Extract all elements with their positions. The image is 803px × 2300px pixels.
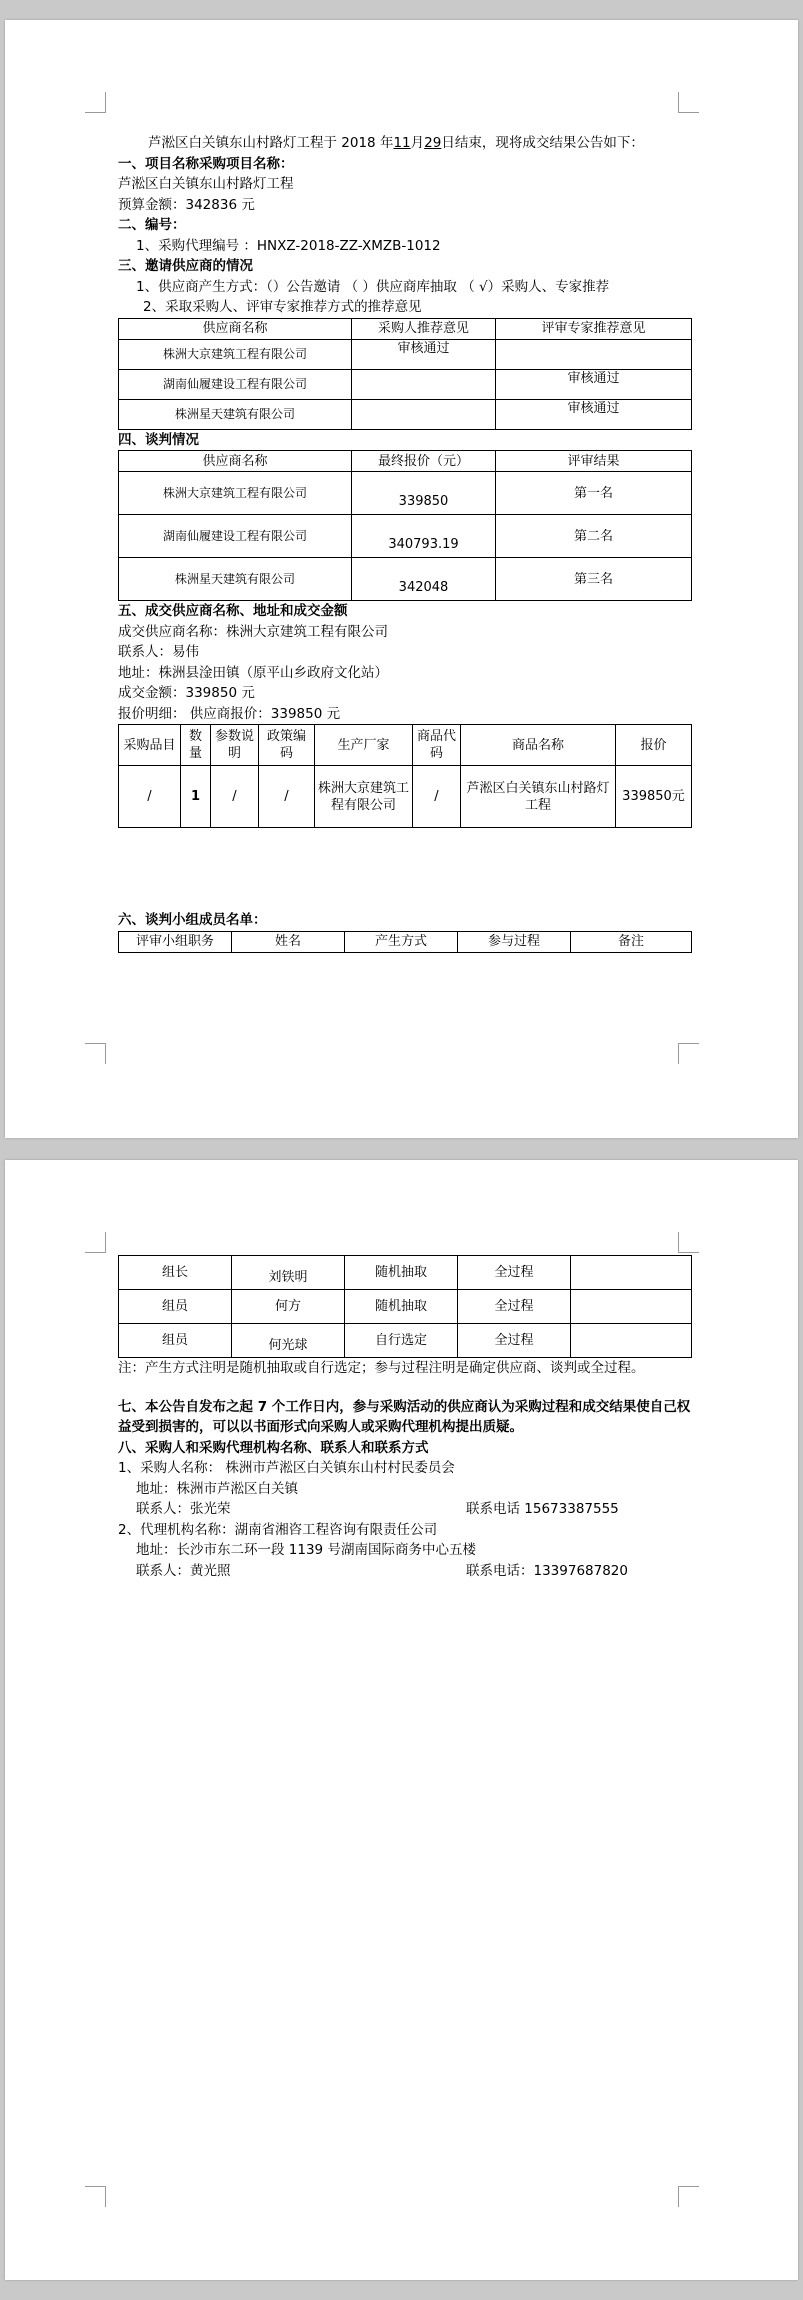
section-3-title: 三、邀请供应商的情况 (118, 258, 253, 274)
margin-corner-mark (678, 1043, 699, 1064)
supplier-selection-method: 1、供应商产生方式：（）公告邀请 （ ）供应商库抽取 （ √）采购人、专家推荐 (136, 278, 610, 295)
quote-detail-table (118, 724, 692, 828)
table-header: 评审专家推荐意见 (496, 318, 692, 339)
section-8-title: 八、采购人和采购代理机构名称、联系人和联系方式 (118, 1439, 429, 1456)
table-row: 湖南仙履建设工程有限公司 审核通过 (119, 369, 692, 399)
table-row: 组员 何方 随机抽取 全过程 (119, 1290, 692, 1324)
section-5-title: 五、成交供应商名称、地址和成交金额 (118, 603, 348, 619)
margin-corner-mark (678, 92, 699, 113)
table-header: 供应商名称 (119, 451, 352, 472)
end-month: 11 (393, 135, 411, 151)
agent-name: 2、代理机构名称：湖南省湘咨工程咨询有限责任公司 (118, 1521, 438, 1538)
margin-corner-mark (85, 1232, 106, 1253)
section-7-objection: 七、本公告自发布之起 7 个工作日内，参与采购活动的供应商认为采购过程和成交结果使自己权益受到损害的，可以以书面形式向采购人或采购代理机构提出质疑。 (118, 1398, 691, 1435)
table-note: 注：产生方式注明是随机抽取或自行选定；参与过程注明是确定供应商、谈判或全过程。 (118, 1360, 645, 1376)
deal-amount: 成交金额：339850 元 (118, 685, 255, 701)
end-day: 29 (424, 135, 442, 151)
table-header: 采购人推荐意见 (352, 318, 496, 339)
table-header: 最终报价（元） (352, 451, 496, 472)
table-header: 评审结果 (496, 451, 692, 472)
table-header: 备注 (571, 931, 692, 952)
table-header: 供应商名称 (119, 318, 352, 339)
agent-contact-line (118, 1561, 691, 1582)
winning-supplier: 成交供应商名称：株洲大京建筑工程有限公司 (118, 623, 388, 640)
table-row: 株洲星天建筑有限公司 审核通过 (119, 399, 692, 429)
section-2-title: 二、编号： (118, 217, 186, 233)
intro-paragraph: 芦淞区白关镇东山村路灯工程于 2018 年11月29日结束，现将成交结果公告如下： (148, 135, 644, 151)
section-4-title: 四、谈判情况 (118, 431, 199, 448)
supplier-contact: 联系人：易伟 (118, 644, 199, 660)
buyer-name: 1、采购人名称： 株洲市芦淞区白关镇东山村村民委员会 (118, 1460, 455, 1476)
document-page-1 (5, 20, 798, 1138)
panel-members-table (118, 1255, 692, 1358)
agency-code: 1、采购代理编号 ：HNXZ-2018-ZZ-XMZB-1012 (136, 237, 441, 254)
recommendation-heading: 2、采取采购人、评审专家推荐方式的推荐意见 (143, 299, 422, 315)
buyer-phone: 联系电话 15673387555 (466, 1501, 619, 1517)
table-header-row: 采购品目 数量 参数说明 政策编码 生产厂家 商品代码 商品名称 报价 (119, 725, 692, 766)
page-2-content (118, 1255, 691, 1581)
table-header: 产生方式 (345, 931, 458, 952)
section-6-title: 六、谈判小组成员名单： (118, 912, 267, 928)
table-row: 组员 何光球 自行选定 全过程 (119, 1324, 692, 1358)
recommendation-table (118, 318, 692, 430)
panel-members-table-header (118, 931, 692, 953)
table-header: 参与过程 (458, 931, 571, 952)
document-page-2 (5, 1160, 798, 2280)
margin-corner-mark (678, 2186, 699, 2207)
project-name: 芦淞区白关镇东山村路灯工程 (118, 176, 294, 192)
agent-phone: 联系电话：13397687820 (466, 1562, 628, 1579)
table-row: 株洲星天建筑有限公司 342048 第三名 (119, 558, 692, 601)
buyer-contact: 联系人：张光荣 (136, 1501, 231, 1517)
margin-corner-mark (85, 2186, 106, 2207)
agent-address: 地址：长沙市东二环一段 1139 号湖南国际商务中心五楼 (136, 1542, 476, 1558)
section-1-title: 一、项目名称采购项目名称： (118, 155, 294, 172)
page-1-content (118, 133, 691, 953)
agent-contact: 联系人：黄光照 (136, 1562, 231, 1579)
table-row: / 1 / / 株洲大京建筑工程有限公司 / 芦淞区白关镇东山村路灯工程 339850元 (119, 766, 692, 828)
supplier-address: 地址：株洲县淦田镇（原平山乡政府文化站） (118, 664, 388, 681)
quote-detail: 报价明细： 供应商报价：339850 元 (118, 705, 341, 722)
table-header: 姓名 (232, 931, 345, 952)
negotiation-table (118, 450, 692, 601)
table-row: 株洲大京建筑工程有限公司 339850 第一名 (119, 472, 692, 515)
margin-corner-mark (678, 1232, 699, 1253)
budget-amount: 预算金额：342836 元 (118, 196, 255, 213)
table-row: 组长 刘铁明 随机抽取 全过程 (119, 1256, 692, 1290)
margin-corner-mark (85, 92, 106, 113)
buyer-contact-line (118, 1499, 691, 1520)
margin-corner-mark (85, 1043, 106, 1064)
table-row: 湖南仙履建设工程有限公司 340793.19 第二名 (119, 515, 692, 558)
table-row: 株洲大京建筑工程有限公司 审核通过 (119, 339, 692, 369)
buyer-address: 地址：株洲市芦淞区白关镇 (136, 1480, 298, 1497)
table-header: 评审小组职务 (119, 931, 232, 952)
